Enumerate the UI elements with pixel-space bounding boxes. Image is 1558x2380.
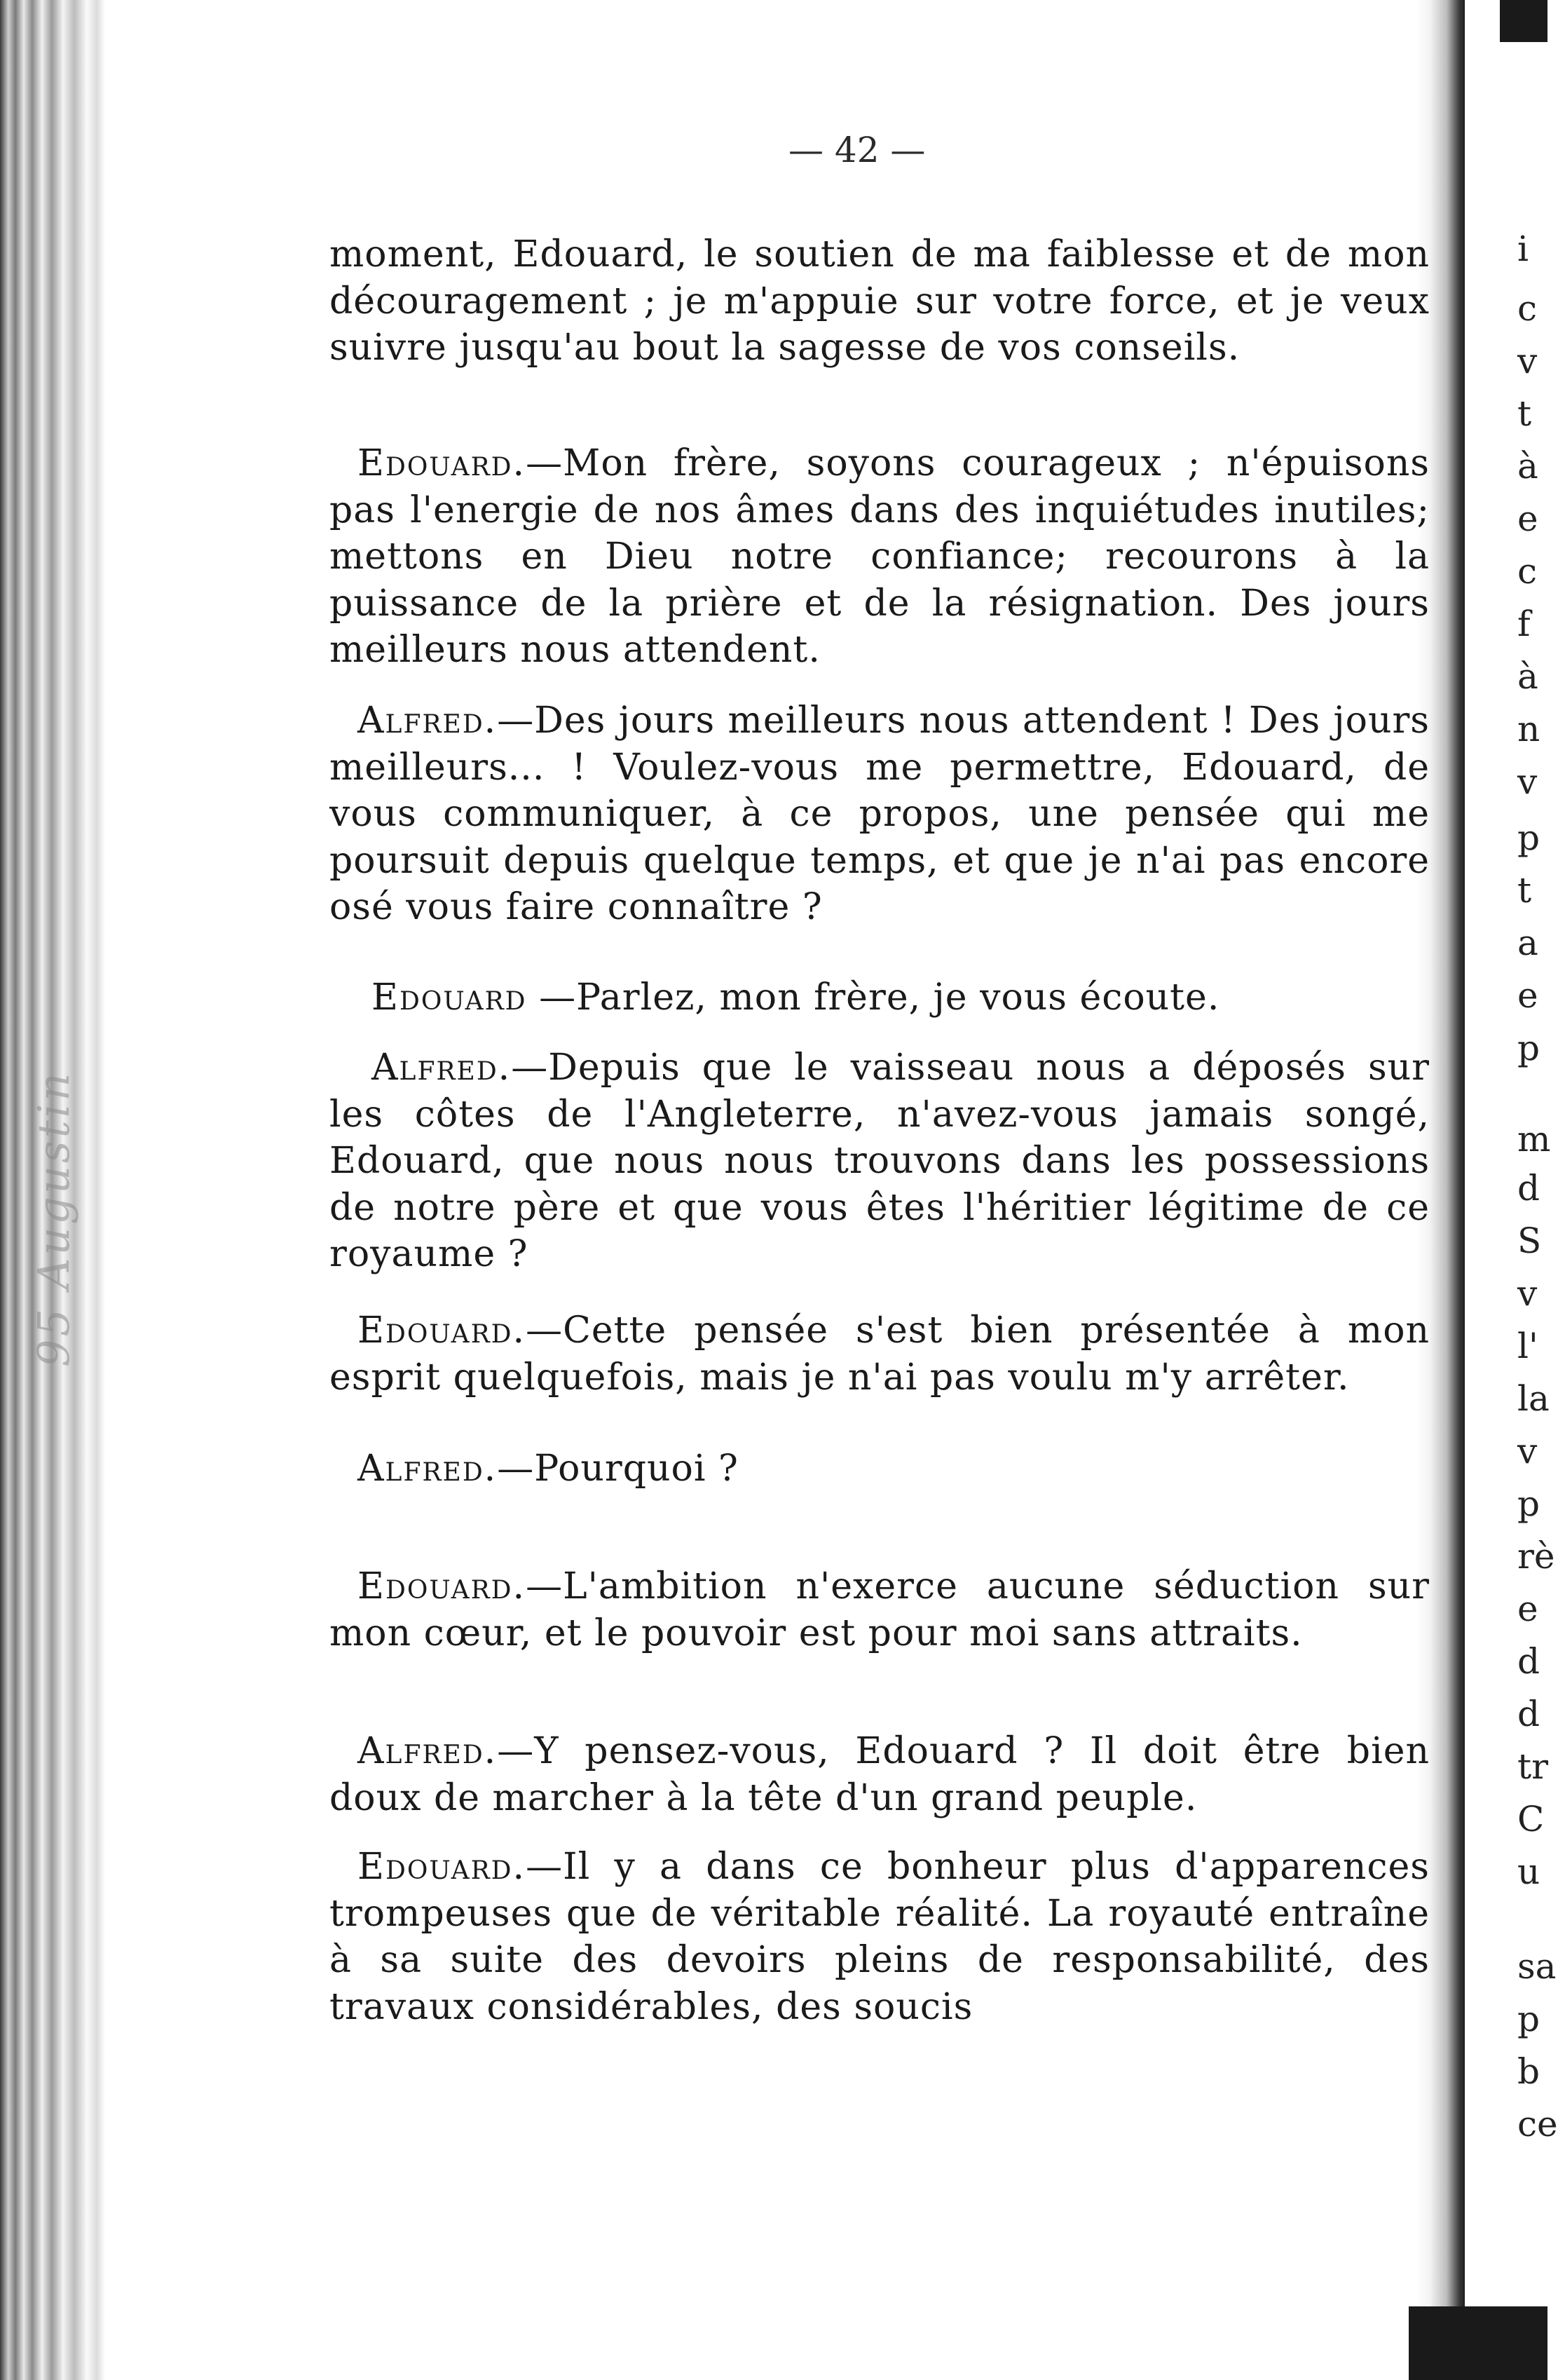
facing-page-letter: c bbox=[1517, 288, 1538, 329]
facing-page-text bbox=[1517, 0, 1558, 2380]
speaker-name: Alfred. bbox=[371, 1047, 512, 1089]
facing-page-letter: à bbox=[1517, 446, 1538, 487]
dialogue-paragraph bbox=[329, 1045, 1430, 1278]
margin-stamp: 95 Augustin bbox=[28, 1070, 79, 1367]
speaker-name: Edouard bbox=[371, 977, 527, 1019]
dialogue-paragraph bbox=[329, 231, 1430, 372]
facing-page-letter: f bbox=[1517, 604, 1531, 644]
speaker-name: Alfred. bbox=[357, 1730, 498, 1772]
facing-page-letter: l' bbox=[1517, 1326, 1538, 1366]
speaker-name: Edouard. bbox=[357, 1565, 526, 1607]
facing-page-letter: p bbox=[1517, 1483, 1540, 1524]
facing-page-letter: i bbox=[1517, 229, 1529, 269]
facing-page-letter: m bbox=[1517, 1119, 1551, 1160]
facing-page-letter: c bbox=[1517, 551, 1538, 592]
facing-page-letter: v bbox=[1517, 761, 1538, 802]
page-number: — 42 — bbox=[788, 130, 926, 170]
speaker-name: Edouard. bbox=[357, 442, 526, 484]
dialogue-text: moment, Edouard, le soutien de ma faiblesse et de mon découragement ; je m'appuie sur votre force, et je veux suivre jusqu'au bout la sagesse de vos conseils. bbox=[329, 233, 1430, 369]
dialogue-text: —Il y a dans ce bonheur plus d'apparences trompeuses que de véritable réalité. La royauté entraîne à sa suite des devoirs pleins de responsabilité, des travaux considérables, des soucis bbox=[329, 1846, 1430, 2028]
facing-page-letter: e bbox=[1517, 498, 1538, 539]
speaker-name: Alfred. bbox=[357, 700, 498, 742]
dialogue-paragraph bbox=[329, 1728, 1430, 1821]
facing-page-letter: e bbox=[1517, 975, 1538, 1016]
facing-page-letter: t bbox=[1517, 870, 1532, 911]
facing-page-letter: u bbox=[1517, 1851, 1540, 1892]
facing-page-letter: à bbox=[1517, 656, 1538, 697]
dialogue-text: —Des jours meilleurs nous attendent ! Des jours meilleurs... ! Voulez-vous me permettre, Edouard, de vous communiquer, à ce propos, une pensée qui me poursuit depuis quelque temps, et que je n'ai pas encore osé vous faire connaître ? bbox=[329, 700, 1430, 928]
speaker-name: Edouard. bbox=[357, 1310, 526, 1352]
facing-page-letter: e bbox=[1517, 1589, 1538, 1629]
book-gutter bbox=[0, 0, 105, 2380]
dialogue-text: —L'ambition n'exerce aucune séduction sur mon cœur, et le pouvoir est pour moi sans attraits. bbox=[329, 1565, 1430, 1654]
facing-page-letter: a bbox=[1517, 923, 1538, 963]
dialogue-paragraph bbox=[329, 974, 1430, 1021]
dialogue-text: —Depuis que le vaisseau nous a déposés sur les côtes de l'Angleterre, n'avez-vous jamais songé, Edouard, que nous nous trouvons dans les possessions de notre père et que vous êtes l'héritier légitime de ce royaume ? bbox=[329, 1047, 1430, 1275]
dialogue-text: —Y pensez-vous, Edouard ? Il doit être bien doux de marcher à la tête d'un grand peuple. bbox=[329, 1730, 1430, 1819]
facing-page-letter: d bbox=[1517, 1694, 1540, 1734]
dialogue-paragraph bbox=[329, 440, 1430, 674]
dialogue-text: —Parlez, mon frère, je vous écoute. bbox=[526, 977, 1220, 1019]
dialogue-text: —Cette pensée s'est bien présentée à mon esprit quelquefois, mais je n'ai pas voulu m'y arrêter. bbox=[329, 1310, 1430, 1399]
facing-page-letter: ce bbox=[1517, 2104, 1558, 2144]
facing-page-letter: d bbox=[1517, 1168, 1540, 1209]
dialogue-text: —Pourquoi ? bbox=[497, 1448, 739, 1490]
facing-page-letter: v bbox=[1517, 1273, 1538, 1314]
facing-page-letter: v bbox=[1517, 341, 1538, 381]
facing-page-letter: n bbox=[1517, 709, 1540, 749]
facing-page-letter: S bbox=[1517, 1220, 1542, 1261]
dialogue-paragraph bbox=[329, 1446, 1430, 1492]
dialogue-paragraph bbox=[329, 1844, 1430, 2030]
facing-page-letter: p bbox=[1517, 817, 1540, 858]
facing-page-letter: v bbox=[1517, 1431, 1538, 1471]
dialogue-paragraph bbox=[329, 1563, 1430, 1657]
facing-page-letter: rè bbox=[1517, 1536, 1555, 1577]
bottom-dark-corner bbox=[1409, 2306, 1547, 2380]
speaker-name: Edouard. bbox=[357, 1846, 526, 1888]
facing-page-letter: d bbox=[1517, 1641, 1540, 1682]
dialogue-text: —Mon frère, soyons courageux ; n'épuisons pas l'energie de nos âmes dans des inquiétudes inutiles; mettons en Dieu notre confiance; recourons à la puissance de la prière et de la résignation. Des jours meilleurs nous attendent. bbox=[329, 442, 1430, 671]
facing-page-letter: C bbox=[1517, 1799, 1545, 1840]
speaker-name: Alfred. bbox=[357, 1448, 498, 1490]
facing-page-letter: la bbox=[1517, 1378, 1550, 1419]
dialogue-paragraph bbox=[329, 1307, 1430, 1401]
facing-page-letter: tr bbox=[1517, 1746, 1548, 1787]
facing-page-letter: sa bbox=[1517, 1946, 1557, 1987]
facing-page-letter: t bbox=[1517, 393, 1532, 434]
facing-page-letter: p bbox=[1517, 1999, 1540, 2039]
facing-page-letter: p bbox=[1517, 1028, 1540, 1068]
dialogue-paragraph bbox=[329, 698, 1430, 931]
facing-page-letter: b bbox=[1517, 2051, 1540, 2092]
